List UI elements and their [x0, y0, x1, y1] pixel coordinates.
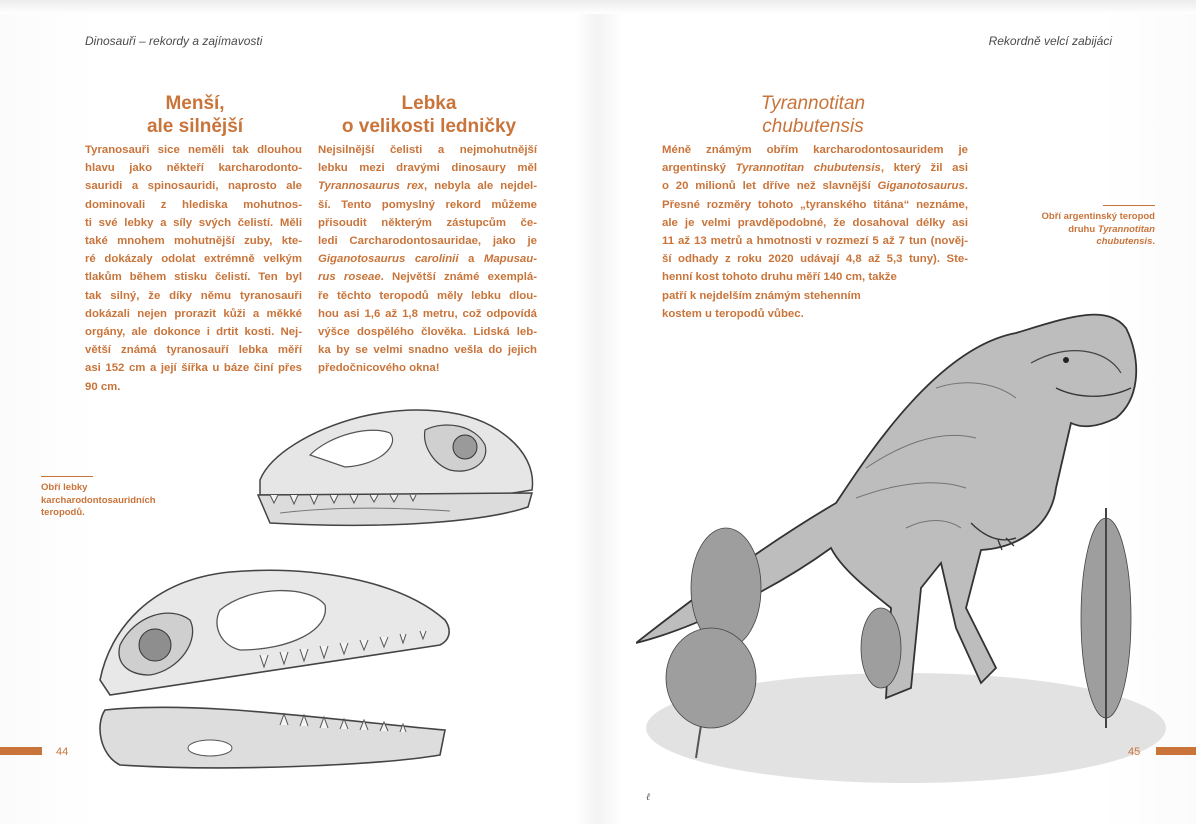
text-line: asi 152 cm a její šířka u báze činí přes [85, 362, 302, 375]
caption-line: karcharodontosauridních [41, 494, 156, 506]
title-line: Lebka [401, 93, 457, 114]
text-line: dominovali z hlediska mohutnos- [85, 198, 302, 211]
page-bar-right [1156, 747, 1196, 755]
text-line: ší odhady z roku 2020 udávají 4,8 až 5,3 tuny). Ste- [662, 253, 968, 266]
caption-rule [1103, 205, 1155, 206]
text-line: větší známá tyranosauří lebka měří [85, 344, 302, 357]
caption-line: Obří argentinský teropod [1041, 211, 1155, 222]
tyrannotitan-illustration [636, 288, 1176, 808]
text-line: výšce dospělého člověka. Lidská leb- [318, 326, 537, 339]
running-header-left: Dinosauři – rekordy a zajímavosti [85, 34, 263, 48]
title-line: o velikosti ledničky [341, 116, 517, 137]
section1-text [85, 141, 302, 396]
caption-tyrannotitan [1000, 205, 1155, 249]
skull-illustration-lower [80, 560, 460, 785]
section-title-smaller-stronger [85, 92, 305, 138]
title-line: Menší, [165, 93, 225, 114]
text-line: ší. Tento pomyslný rekord můžeme [318, 198, 537, 211]
text-line: o 20 milionů let dříve než slavnější Giganotosaurus. [662, 180, 968, 193]
title-line: ale silnější [146, 116, 244, 137]
text-line: ré dokázaly odolat extrémně velkým [85, 253, 302, 266]
artist-signature: ℓ [646, 792, 651, 803]
text-line: ledi Carcharodontosauridae, jako je [318, 235, 537, 248]
text-line: přisoudit některým zástupcům če- [318, 216, 537, 229]
running-header-right: Rekordně velcí zabijáci [988, 34, 1112, 48]
text-line: hlavu jako někteří karcharodonto- [85, 162, 302, 175]
text-line: patří k nejdelším známým stehenním [662, 289, 861, 302]
text-line: ale je velmi pravděpodobné, že dosahoval délky asi [662, 216, 968, 229]
title-line: Tyrannotitan [760, 93, 866, 114]
caption-line: Obří lebky [41, 482, 88, 493]
title-line: chubutensis [762, 116, 864, 137]
section-title-tyrannotitan [702, 92, 924, 138]
section-title-skull-size [318, 92, 540, 138]
caption-skulls [41, 476, 181, 520]
text-line: dokázali nejen prorazit kůži a měkké [85, 307, 302, 320]
caption-line: chubutensis. [1096, 236, 1155, 247]
text-line: Přesné rozměry tohoto „tyranského titána“ neznáme, [662, 198, 968, 211]
text-line: Tyranosauři sice neměli tak dlouhou [85, 144, 302, 156]
text-line: rus roseae. Největší známé exemplá- [318, 271, 537, 284]
page-number-right: 45 [1128, 746, 1141, 758]
text-line: hou asi 1,6 až 1,8 metru, což odpovídá [318, 307, 537, 320]
text-line: argentinský Tyrannotitan chubutensis, který žil asi [662, 162, 969, 175]
text-line: tlakům během stisku čelistí. Ten byl [85, 271, 302, 284]
caption-rule [41, 476, 93, 477]
text-line: lebku mezi dravými dinosaury měl [318, 162, 537, 175]
caption-line: teropodů. [41, 507, 85, 518]
text-line: 11 až 13 metrů a hmotnosti v rozmezí 5 až 7 tun (nověj- [662, 235, 968, 248]
text-line: předočnicového okna! [318, 362, 440, 375]
text-line: Nejsilnější čelisti a nejmohutnější [318, 144, 537, 156]
text-line: také mnohem mohutnější zuby, kte- [85, 235, 302, 248]
text-line: ře těchto teropodů měly lebku dlou- [318, 289, 537, 302]
page-number-left: 44 [56, 746, 69, 758]
text-line: tak silný, že díky němu tyranosauři [85, 289, 302, 302]
text-line: 90 cm. [85, 380, 121, 393]
top-shadow [0, 0, 1196, 14]
text-line: ka by se velmi snadno vešla do jejich [318, 344, 537, 357]
caption-line: druhu Tyrannotitan [1068, 223, 1155, 235]
page-bar-left [0, 747, 42, 755]
text-line: henní kost tohoto druhu měří 140 cm, takže [662, 271, 897, 284]
text-line: ti své lebky a síly svých čelistí. Měli [85, 216, 302, 229]
text-line: Giganotosaurus carolinii a Mapusau- [318, 253, 537, 266]
text-line: orgány, ale dokonce i drtit kosti. Nej- [85, 326, 302, 339]
text-line: Méně známým obřím karcharodontosauridem je [662, 144, 968, 156]
skull-illustration-upper [250, 395, 540, 555]
text-line: kostem u teropodů vůbec. [662, 307, 804, 320]
text-line: sauridi a spinosauridi, naprosto ale [85, 180, 302, 193]
section2-text [318, 141, 537, 378]
text-line: Tyrannosaurus rex, nebyla ale nejdel- [318, 180, 537, 193]
